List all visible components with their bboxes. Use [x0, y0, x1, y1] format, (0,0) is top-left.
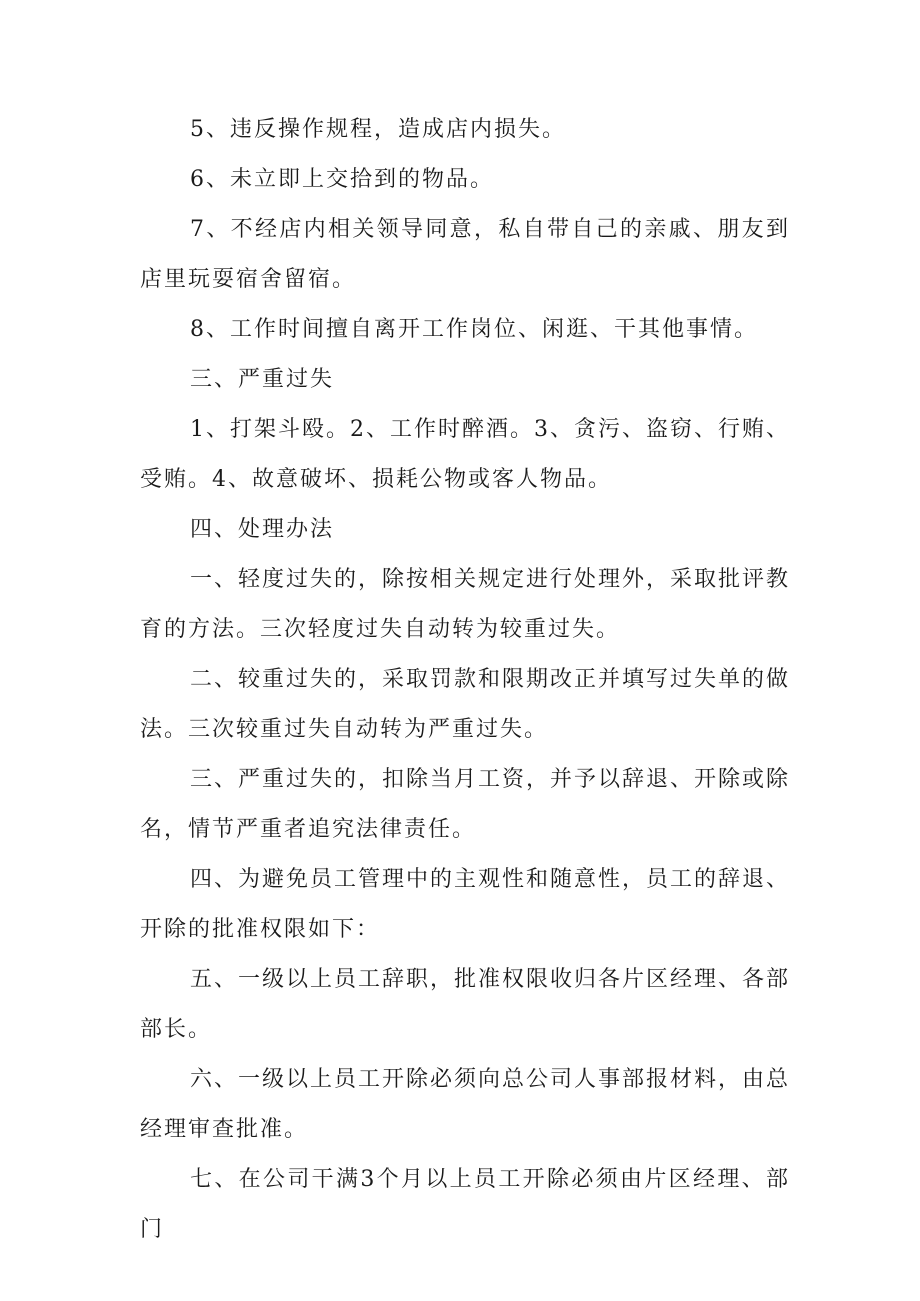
paragraph-handling-1: 一、轻度过失的，除按相关规定进行处理外，采取批评教育的方法。三次轻度过失自动转为较重过失。 — [140, 567, 791, 642]
paragraph-handling-7: 七、在公司干满3个月以上员工开除必须由片区经理、部门 — [140, 1167, 790, 1242]
paragraph-rule-6: 6、未立即上交拾到的物品。 — [190, 167, 494, 192]
paragraph-rule-5: 5、违反操作规程，造成店内损失。 — [190, 117, 566, 142]
section-heading-handling-methods: 四、处理办法 — [190, 517, 335, 542]
paragraph-handling-5: 五、一级以上员工辞职，批准权限收归各片区经理、各部部长。 — [140, 967, 791, 1042]
paragraph-handling-3: 三、严重过失的，扣除当月工资，并予以辞退、开除或除名，情节严重者追究法律责任。 — [140, 767, 791, 842]
section-heading-serious-faults: 三、严重过失 — [190, 367, 335, 392]
paragraph-rule-8: 8、工作时间擅自离开工作岗位、闲逛、干其他事情。 — [190, 317, 758, 342]
paragraph-handling-4: 四、为避免员工管理中的主观性和随意性，员工的辞退、开除的批准权限如下： — [140, 867, 791, 942]
paragraph-rule-7: 7、不经店内相关领导同意，私自带自己的亲戚、朋友到店里玩耍宿舍留宿。 — [140, 217, 790, 292]
paragraph-handling-2: 二、较重过失的，采取罚款和限期改正并填写过失单的做法。三次较重过失自动转为严重过失。 — [140, 667, 791, 742]
paragraph-serious-faults-list: 1、打架斗殴。2、工作时醉酒。3、贪污、盗窃、行贿、受贿。4、故意破坏、损耗公物或客人物品。 — [140, 417, 790, 492]
paragraph-handling-6: 六、一级以上员工开除必须向总公司人事部报材料，由总经理审查批准。 — [140, 1067, 791, 1142]
